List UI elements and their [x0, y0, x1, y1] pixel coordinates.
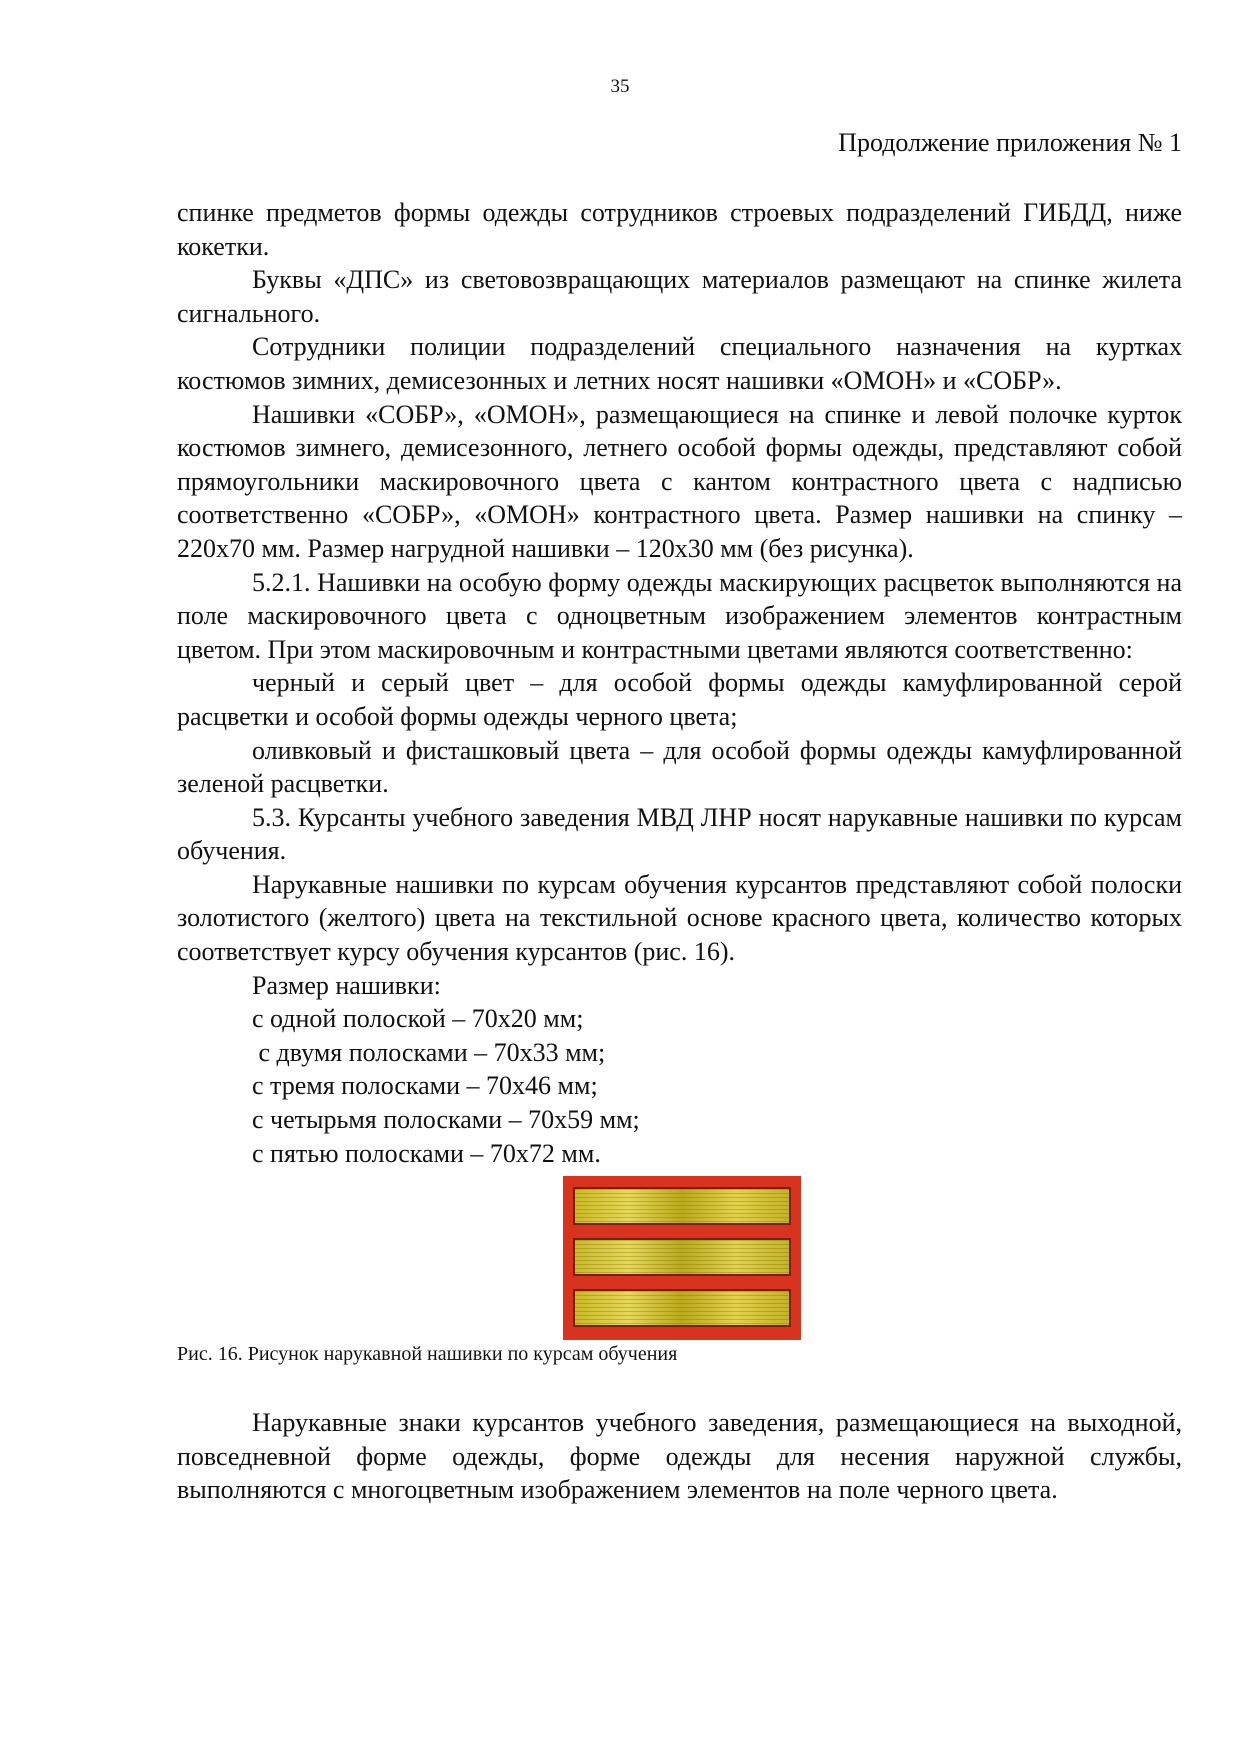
- appendix-continuation-note: Продолжение приложения № 1: [838, 128, 1182, 157]
- size-list-item: с пятью полосками – 70х72 мм.: [252, 1138, 601, 1168]
- sleeve-patch-image: [563, 1176, 801, 1340]
- size-list-item: с четырьмя полосками – 70х59 мм;: [252, 1105, 640, 1135]
- figure-caption: Рис. 16. Рисунок нарукавной нашивки по курсам обучения: [177, 1343, 678, 1366]
- paragraph: Нарукавные нашивки по курсам обучения курсантов представляют собой полоски золотистого (желтого) цвета на текстильной основе красного цвета, количество которых соответствует курсу обучения курсантов (рис. 16).: [177, 869, 1182, 967]
- size-list-item: с тремя полосками – 70х46 мм;: [252, 1071, 598, 1101]
- page-number: 35: [610, 76, 630, 97]
- patch-stripe: [573, 1187, 791, 1225]
- paragraph: Нашивки «СОБР», «ОМОН», размещающиеся на спинке и левой полочке курток костюмов зимнего, демисезонного, летнего особой формы одежды, представляют собой прямоугольники маскировочного цвета с кантом контрастного цвета с надписью соответственно «СОБР», «ОМОН» контрастного цвета. Размер нашивки на спинку – 220х70 мм. Размер нагрудной нашивки – 120х30 мм (без рисунка).: [177, 399, 1182, 563]
- patch-stripe: [573, 1238, 791, 1276]
- patch-stripe: [573, 1289, 791, 1327]
- paragraph: оливковый и фисташковый цвета – для особой формы одежды камуфлированной зеленой расцветки.: [177, 735, 1182, 799]
- paragraph: Сотрудники полиции подразделений специального назначения на куртках костюмов зимних, демисезонных и летних носят нашивки «ОМОН» и «СОБР».: [177, 332, 1182, 395]
- size-list-heading: Размер нашивки:: [252, 970, 441, 1000]
- paragraph: черный и серый цвет – для особой формы одежды камуфлированной серой расцветки и особой формы одежды черного цвета;: [177, 668, 1182, 731]
- paragraph: 5.2.1. Нашивки на особую форму одежды маскирующих расцветок выполняются на поле маскировочного цвета с одноцветным изображением элементов контрастным цветом. При этом маскировочным и контрастными цветами являются соответственно:: [177, 567, 1182, 664]
- paragraph: 5.3. Курсанты учебного заведения МВД ЛНР носят нарукавные нашивки по курсам обучения.: [177, 802, 1182, 866]
- paragraph: Буквы «ДПС» из световозвращающих материалов размещают на спинке жилета сигнального.: [177, 265, 1182, 328]
- paragraph: Нарукавные знаки курсантов учебного заведения, размещающиеся на выходной, повседневной форме одежды, форме одежды для несения наружной службы, выполняются с многоцветным изображением элементов на поле черного цвета.: [177, 1408, 1182, 1505]
- document-body: [177, 196, 1182, 1507]
- size-list-item: с одной полоской – 70х20 мм;: [252, 1004, 584, 1034]
- paragraph: спинке предметов формы одежды сотрудников строевых подразделений ГИБДД, ниже кокетки.: [177, 198, 1182, 261]
- size-list-item: с двумя полосками – 70х33 мм;: [252, 1037, 606, 1067]
